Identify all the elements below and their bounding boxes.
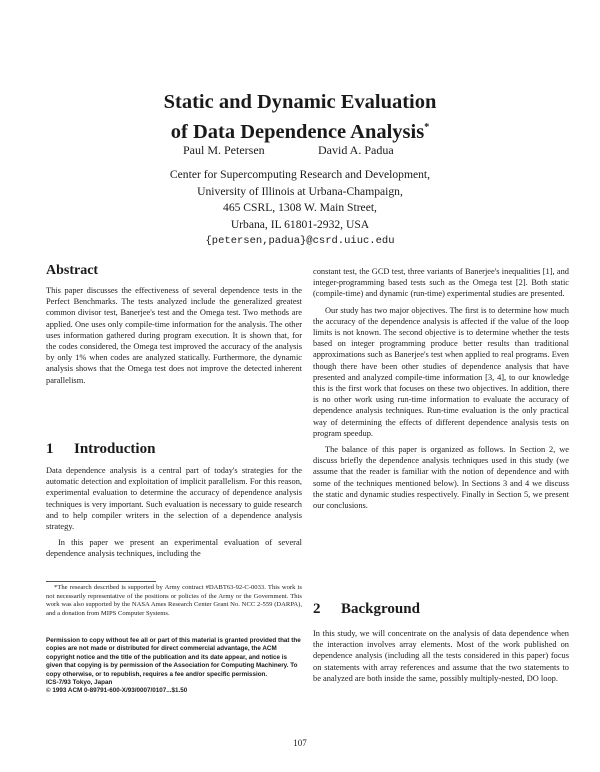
affiliation — [0, 167, 600, 250]
footnote — [46, 584, 302, 618]
right-paragraph-2: Our study has two major objectives. The first is to determine how much the accuracy of the dependence analysis is affected if the value of the loop limits is not known. The second objective is to determine whether the tests based on integer programming produce better results than traditional approximations such as Banerjee's test when applied to real programs. Even though there have been other studies of dependence analysis that have presented and analyzed compile-time information [3, 4], to our knowledge this is the first work that focuses on these two objectives. In addition, there is no other work using run-time information to evaluate the accuracy of dependence analysis techniques. Run-time evaluation is the only practical way of determining the effects of different dependence analysis tests on program speedup. — [313, 305, 569, 438]
section-1-title: Introduction — [74, 441, 156, 457]
title-line-2-text: of Data Dependence Analysis — [170, 120, 425, 143]
right-paragraph-3: The balance of this paper is organized as follows. In Section 2, we discuss briefly the dependence analysis techniques used in this study (we assume that the reader is familiar with the notion of dependence and with some of the techniques mentioned below). In Sections 3 and 4 we discuss the static and dynamic studies respectively. Finally in Section 5, we present our conclusions. — [313, 445, 569, 511]
affiliation-line-3: 465 CSRL, 1308 W. Main Street, — [223, 201, 377, 215]
section-2-body — [313, 628, 569, 684]
copyright-acm: © 1993 ACM 0-89791-600-X/93/0007/0107...$1.50 — [46, 687, 188, 695]
section-1-number: 1 — [46, 441, 54, 457]
right-column-body — [313, 266, 569, 511]
footnote-rule — [46, 581, 156, 582]
author-email: {petersen,padua}@csrd.uiuc.edu — [205, 235, 395, 248]
section-2-title: Background — [341, 601, 420, 617]
section-2-heading — [313, 601, 420, 618]
title-line-1: Static and Dynamic Evaluation — [163, 91, 437, 113]
copyright-notice — [46, 637, 302, 696]
section-1-paragraph-1: Data dependence analysis is a central part of today's strategies for the automatic detection and exploitation of implicit parallelism. For this reason, experimental evaluation to determine the accuracy of dependence analysis techniques is very important. Such evaluation is necessary to guide research and to help compiler writers in the selection of a dependence analysis strategy. — [46, 466, 302, 532]
title-line-2 — [0, 115, 600, 145]
affiliation-line-2: University of Illinois at Urbana-Champaign, — [197, 184, 403, 198]
section-1-paragraph-2: In this paper we present an experimental evaluation of several dependence analysis techniques, including the — [46, 538, 302, 559]
section-2-paragraph-1: In this study, we will concentrate on the analysis of data dependence when the interaction involves array elements. Most of the work published on dependence analysis (including all the tests considered in this paper) focus on statements with array references and assume that the two statements to be analyzed are both inside the same, possibly multiply-nested, DO loop. — [313, 629, 569, 683]
affiliation-line-4: Urbana, IL 61801-2932, USA — [230, 217, 370, 231]
author-1: Paul M. Petersen — [183, 143, 265, 157]
abstract-text: This paper discusses the effectiveness of several dependence tests in the Perfect Benchmarks. The tests analyzed include the generalized greatest common divisor test, Banerjee's test and the Omega test. Two methods are applied. One uses only compile-time information for the analysis. The other uses information gathered during program execution. It is shown that, for the codes considered, the Omega test improved the accuracy of the analysis by only 1% when codes are analyzed statically. Furthermore, the dynamic analysis shows that the Omega test does not improve the detected inherent parallelism. — [46, 286, 302, 385]
abstract-body — [46, 285, 302, 386]
right-paragraph-1: constant test, the GCD test, three variants of Banerjee's inequalities [1], and integer-programming based tests such as the Omega test [2]. Both static (compile-time) and dynamic (run-time) experimental studies are presented. — [313, 267, 569, 299]
abstract-heading: Abstract — [46, 263, 99, 278]
paper-title — [0, 90, 600, 145]
section-1-heading — [46, 441, 155, 458]
copyright-venue: ICS-7/93 Tokyo, Japan — [46, 679, 113, 687]
footnote-text: *The research described is supported by Army contract #DABT63-92-C-0033. This work is not necessarily representative of the positions or policies of the Army or the Government. This work was also supported by the NASA Ames Research Center Grant No. NCC 2-559 (DARPA), and a donation from MIPS Computer Systems. — [46, 584, 302, 617]
copyright-permission: Permission to copy without fee all or part of this material is granted provided that the copies are not made or distributed for direct commercial advantage, the ACM copyright notice and the title of the publication and its date appear, and notice is given that copying is by permission of the Association for Computing Machinery. To copy otherwise, or to republish, requires a fee and/or specific permission. — [46, 637, 301, 678]
affiliation-line-1: Center for Supercomputing Research and Development, — [169, 168, 431, 181]
section-1-body — [46, 465, 302, 560]
title-footnote-mark: * — [424, 122, 430, 133]
page-number: 107 — [293, 738, 307, 748]
section-2-number: 2 — [313, 601, 321, 617]
author-2: David A. Padua — [318, 143, 394, 157]
